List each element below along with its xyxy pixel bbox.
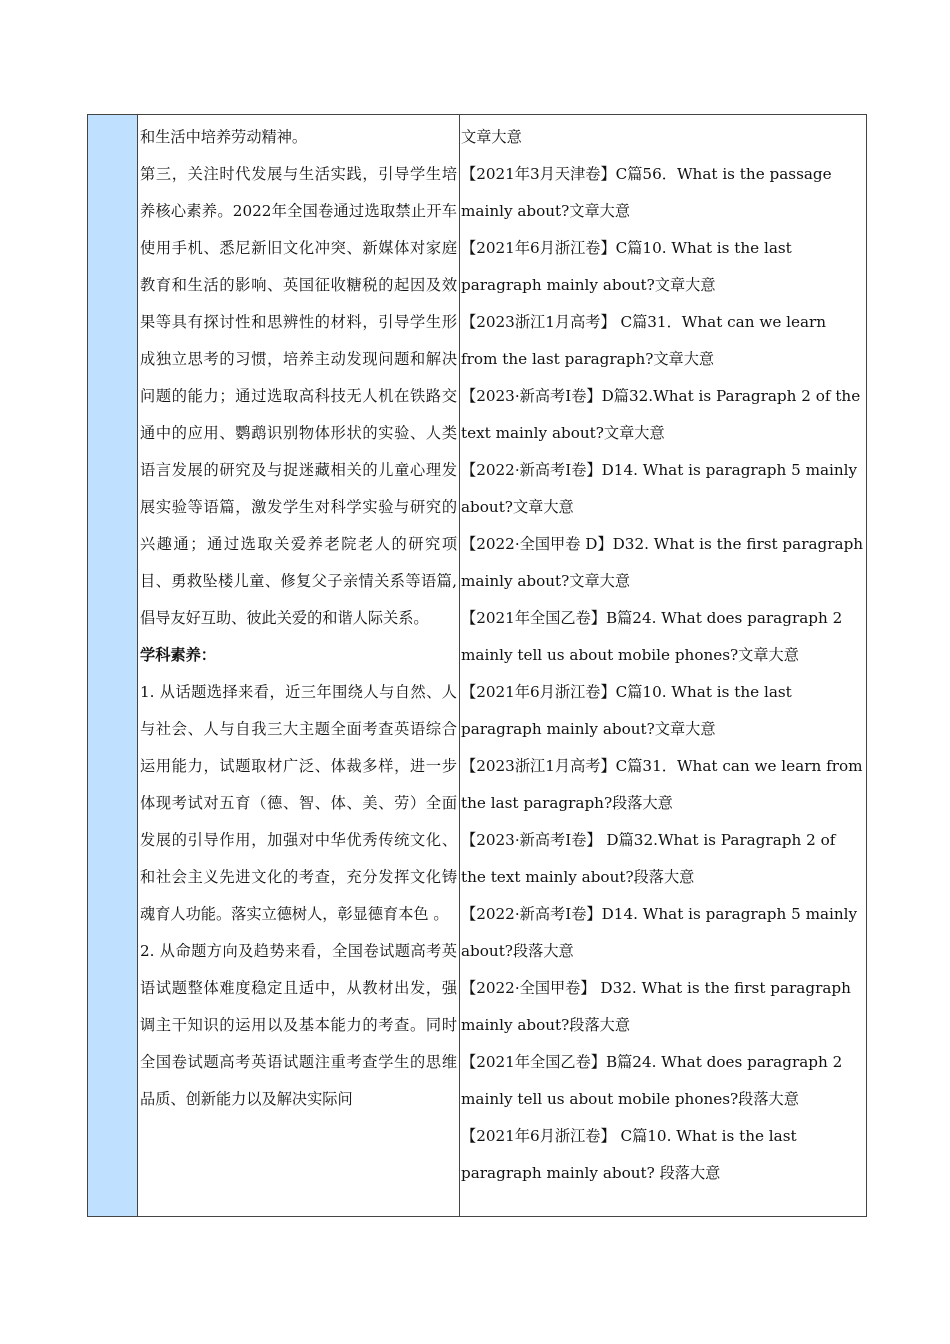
list-item: 【2021年全国乙卷】B篇24. What does paragraph 2 mainly tell us about mobile phones?文章大意 — [461, 609, 843, 664]
table-row — [88, 115, 867, 1217]
list-item: 【2022·全国甲卷】 D32. What is the first paragraph mainly about?段落大意 — [461, 979, 851, 1034]
list-item: 【2022·新高考I卷】D14. What is paragraph 5 mainly about?段落大意 — [461, 905, 858, 960]
analysis-cell — [138, 115, 460, 1217]
examples-list — [460, 115, 866, 1192]
list-item: 【2021年全国乙卷】B篇24. What does paragraph 2 mainly tell us about mobile phones?段落大意 — [461, 1053, 843, 1108]
paragraph: 1. 从话题选择来看，近三年围绕人与自然、人与社会、人与自我三大主题全面考查英语综合运用能力，试题取材广泛、体裁多样，进一步体现考试对五育（德、智、体、美、劳）全面发展的引导作用，加强对中华优秀传统文化、和社会主义先进文化的考查，充分发挥文化铸魂育人功能。落实立德树人，彰显德育本色 。 — [140, 683, 457, 923]
list-item: 【2021年6月浙江卷】C篇10. What is the last paragraph mainly about?文章大意 — [461, 239, 792, 294]
analysis-text — [138, 115, 459, 1118]
list-item: 【2021年6月浙江卷】C篇10. What is the last paragraph mainly about?文章大意 — [461, 683, 792, 738]
list-item: 【2022·全国甲卷 D】D32. What is the first paragraph mainly about?文章大意 — [461, 535, 864, 590]
examples-cell — [460, 115, 867, 1217]
list-item: 【2023·新高考I卷】D篇32.What is Paragraph 2 of the text mainly about?文章大意 — [461, 387, 861, 442]
list-item: 【2021年6月浙江卷】 C篇10. What is the last paragraph mainly about? 段落大意 — [461, 1127, 797, 1182]
list-item: 【2023浙江1月高考】 C篇31．What can we learn from the last paragraph?文章大意 — [461, 313, 827, 368]
list-item: 【2023浙江1月高考】C篇31．What can we learn from the last paragraph?段落大意 — [461, 757, 863, 812]
paragraph: 和生活中培养劳动精神。 — [140, 128, 308, 146]
list-item: 【2023·新高考I卷】 D篇32.What is Paragraph 2 of the text mainly about?段落大意 — [461, 831, 836, 886]
list-item: 【2022·新高考I卷】D14. What is paragraph 5 mainly about?文章大意 — [461, 461, 858, 516]
list-item: 【2021年3月天津卷】C篇56．What is the passage mainly about?文章大意 — [461, 165, 832, 220]
shaded-label-cell — [88, 115, 138, 1217]
paragraph: 第三，关注时代发展与生活实践，引导学生培养核心素养。2022年全国卷通过选取禁止开车使用手机、悉尼新旧文化冲突、新媒体对家庭教育和生活的影响、英国征收糖税的起因及效果等具有探讨性和思辨性的材料，引导学生形成独立思考的习惯，培养主动发现问题和解决问题的能力；通过选取高科技无人机在铁路交通中的应用、鹦鹉识别物体形状的实验、人类语言发展的研究及与捉迷藏相关的儿童心理发展实验等语篇，激发学生对科学实验与研究的兴趣通；通过选取关爱养老院老人的研究项目、勇救坠楼儿童、修复父子亲情关系等语篇,倡导友好互助、彼此关爱的和谐人际关系。 — [140, 165, 457, 627]
analysis-table — [87, 114, 867, 1217]
section-heading: 学科素养： — [140, 646, 216, 664]
list-item: 文章大意 — [461, 128, 522, 146]
paragraph: 2. 从命题方向及趋势来看，全国卷试题高考英语试题整体难度稳定且适中，从教材出发，强调主干知识的运用以及基本能力的考查。同时全国卷试题高考英语试题注重考查学生的思维品质、创新能力以及解决实际问 — [140, 942, 457, 1108]
